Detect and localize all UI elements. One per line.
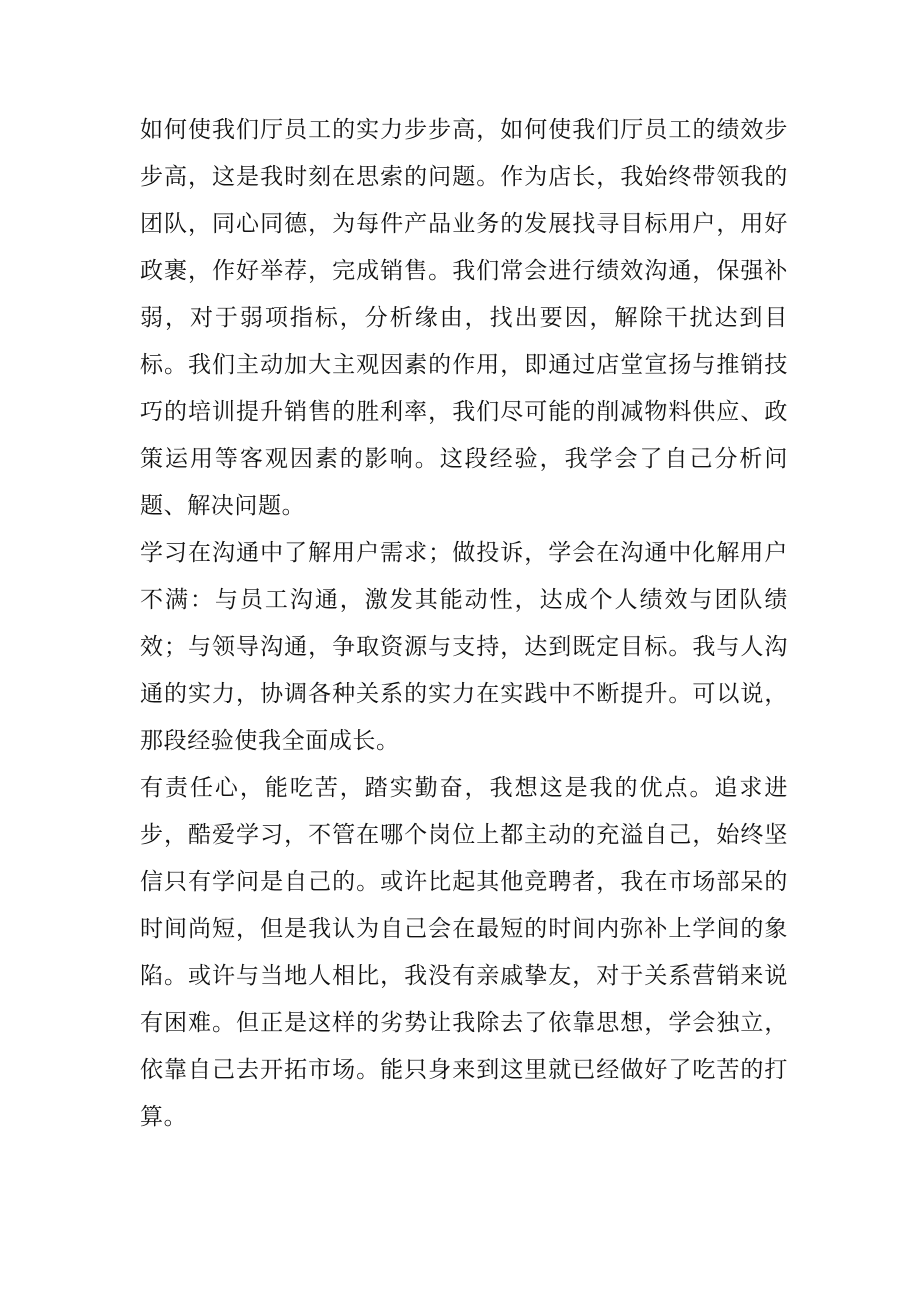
document-body — [140, 107, 788, 1141]
paragraph-performance: 如何使我们厅员工的实力步步高，如何使我们厅员工的绩效步步高，这是我时刻在思索的问题。作为店长，我始终带领我的团队，同心同德，为每件产品业务的发展找寻目标用户，用好政裹，作好举荐，完成销售。我们常会进行绩效沟通，保强补弱，对于弱项指标，分析缘由，找出要因，解除干扰达到目标。我们主动加大主观因素的作用，即通过店堂宣扬与推销技巧的培训提升销售的胜利率，我们尽可能的削减物料供应、政策运用等客观因素的影响。这段经验，我学会了自己分析问题、解决问题。 — [140, 117, 788, 519]
paragraph-strengths: 有责任心，能吃苦，踏实勤奋，我想这是我的优点。追求进步，酷爱学习，不管在哪个岗位上都主动的充溢自己，始终坚信只有学问是自己的。或许比起其他竞聘者，我在市场部呆的时间尚短，但是我认为自己会在最短的时间内弥补上学间的象陷。或许与当地人相比，我没有亲戚挚友，对于关系营销来说有困难。但正是这样的劣势让我除去了依靠思想，学会独立，依靠自己去开拓市场。能只身来到这里就已经做好了吃苦的打算。 — [140, 775, 788, 1130]
paragraph-communication: 学习在沟通中了解用户需求；做投诉，学会在沟通中化解用户不满：与员工沟通，激发其能动性，达成个人绩效与团队绩效；与领导沟通，争取资源与支持，达到既定目标。我与人沟通的实力，协调各种关系的实力在实践中不断提升。可以说，那段经验使我全面成长。 — [140, 540, 788, 754]
